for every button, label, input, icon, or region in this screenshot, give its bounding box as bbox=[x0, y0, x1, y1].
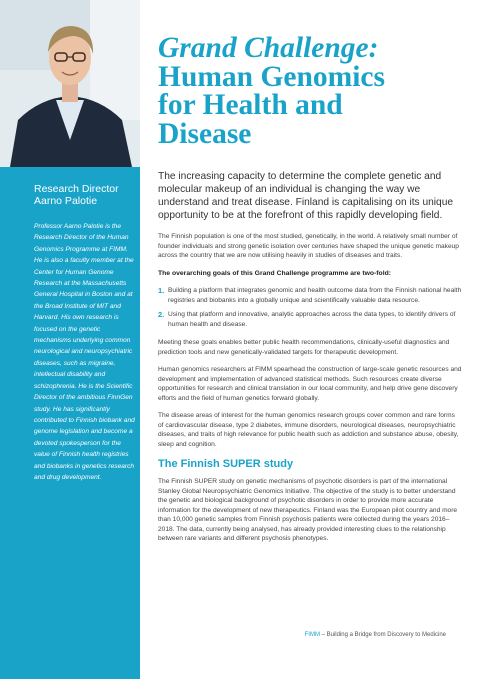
sidebar-title-role: Research Director bbox=[34, 183, 119, 195]
footer-text: – Building a Bridge from Discovery to Medicine bbox=[319, 632, 446, 638]
page-number-divider bbox=[44, 630, 45, 641]
goal-text: Using that platform and innovative, analytic approaches across the data types, to identify drivers of human health and disease. bbox=[168, 311, 456, 328]
title-line-2: Human Genomics bbox=[158, 60, 385, 93]
sidebar-bio: Professor Aarno Palotie is the Research Director of the Human Genomics Programme at FIMM. He is also a faculty member at the Center for Human Genome Research at the Massachusetts General Hospital in Boston and at the Broad Institute of MIT and Harvard. His own research is focused on the genetic mechanisms underlying common neurological and neuropsychiatric diseases, such as migraine, intellectual disability and schizophrenia. He is the Scientific Director of the ambitious FinnGen study. He has significantly contributed to Finnish biobank and genome legislation and become a devoted spokesperson for the value of Finnish health registries and biobanks in genetics research and drug development. bbox=[34, 223, 135, 481]
paragraph-researchers: Human genomics researchers at FIMM spearhead the construction of large-scale genetic resources and development and implementation of advanced statistical methods. Such resources create diverse opportunities for research and clinical translation in our local community, and help drive gene discovery efforts and the field of human genetics forward globally. bbox=[158, 366, 462, 402]
sidebar-title bbox=[34, 183, 134, 207]
portrait-photo bbox=[0, 0, 140, 167]
section-heading-super: The Finnish SUPER study bbox=[158, 458, 294, 470]
title-line-4: Disease bbox=[158, 117, 252, 150]
goal-item bbox=[158, 286, 462, 305]
page-number: 6 bbox=[33, 632, 37, 639]
footer-tagline bbox=[305, 632, 446, 638]
portrait-image bbox=[0, 0, 140, 167]
paragraph-super-study: The Finnish SUPER study on genetic mechanisms of psychotic disorders is part of the international Stanley Global Neuropsychiatric Genomics Initiative. The objective of the study is to better understand the genetic and biological background of psychotic disorders in order to provide more accurate information for the development of new therapeutics. Finland was the European pilot country and more than 10,000 genetic samples from Finnish psychosis patients were collected during the years 2016–2018. The data, currently being analysed, has already provided interesting clues to the relationship between rare variants and different psychosis phenotypes. bbox=[158, 478, 458, 542]
title-line-1: Grand Challenge: bbox=[158, 32, 379, 64]
title-line-3: for Health and bbox=[158, 89, 343, 121]
goal-item bbox=[158, 310, 462, 329]
lead-paragraph: The increasing capacity to determine the complete genetic and molecular makeup of an individual is changing the way we understand and treat disease. Finland is capitalising on its unique opportunity to be at the forefront of this rapidly developing field. bbox=[158, 171, 454, 221]
paragraph-disease-areas: The disease areas of interest for the human genomics research groups cover common and rare forms of cardiovascular disease, type 2 diabetes, immune disorders, neurological diseases, neuropsychiatric diseases, and traits of high relevance for public health such as addiction and substance abuse, obesity, sleep and cognition. bbox=[158, 412, 459, 448]
paragraph-goals-outcome: Meeting these goals enables better public health recommendations, clinically-useful diagnostics and prediction tools and new genetically-validated targets for therapeutic development. bbox=[158, 339, 450, 356]
goal-number: 1. bbox=[158, 286, 165, 295]
page-title bbox=[158, 34, 468, 148]
sidebar-title-name: Aarno Palotie bbox=[34, 195, 98, 207]
main-content bbox=[158, 170, 462, 552]
goal-number: 2. bbox=[158, 310, 165, 319]
paragraph-population: The Finnish population is one of the most studied, genetically, in the world. A relatively small number of founder individuals and strong genetic isolation over centuries have shaped the unique genetic makeup across the country that we are now utilising heavily in studies of diseases and traits. bbox=[158, 233, 459, 259]
goals-heading: The overarching goals of this Grand Challenge programme are two-fold: bbox=[158, 269, 392, 277]
footer-org: FIMM bbox=[304, 632, 320, 638]
goal-text: Building a platform that integrates genomic and health outcome data from the Finnish national health registries and biobanks into a globally unique and scientifically valuable data resource. bbox=[168, 287, 462, 304]
